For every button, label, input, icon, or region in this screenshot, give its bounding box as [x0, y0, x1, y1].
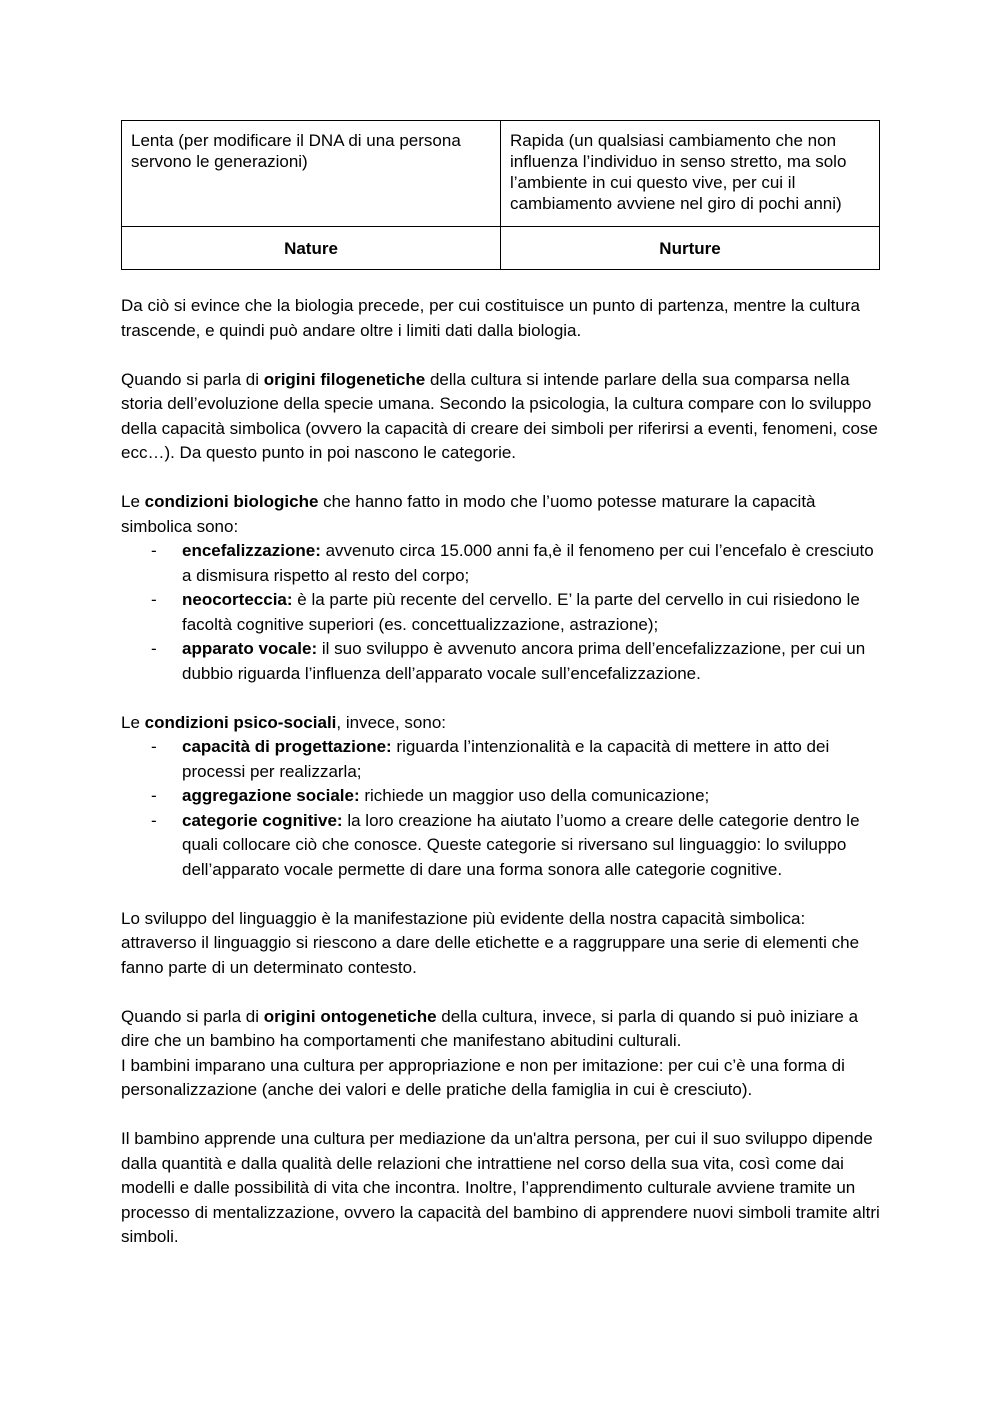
bold-term: origini ontogenetiche	[263, 1006, 437, 1026]
list-item	[121, 735, 880, 784]
bold-term: capacità di progettazione:	[182, 737, 392, 756]
dash-bullet: -	[151, 590, 157, 609]
text-run: , invece, sono:	[336, 712, 447, 732]
bold-term: aggregazione sociale:	[182, 786, 360, 805]
text-run: della cultura, invece, si parla di quando si può iniziare a dire che un bambino ha comportamenti che manifestano abitudini culturali.	[121, 1006, 859, 1050]
list-item	[121, 637, 880, 686]
table-cell-nature-speed: Lenta (per modificare il DNA di una persona servono le generazioni)	[122, 121, 501, 227]
biological-conditions-list	[121, 539, 880, 686]
dash-bullet: -	[151, 786, 157, 805]
text-run: della cultura si intende parlare della sua comparsa nella storia dell’evoluzione della specie umana. Secondo la psicologia, la cultura compare con lo sviluppo della capacità simbolica (ovvero la capacità di creare dei simboli per riferirsi a eventi, fenomeni, cose ecc…). Da questo punto in poi nascono le categorie.	[121, 369, 878, 462]
paragraph-language-development: Lo sviluppo del linguaggio è la manifestazione più evidente della nostra capacità simbolica: attraverso il linguaggio si riescono a dare delle etichette e a raggruppare una serie di elementi che fanno parte di un determinato contesto.	[121, 908, 860, 977]
bold-term: condizioni biologiche	[144, 492, 319, 511]
text-run: Quando si parla di	[121, 369, 264, 389]
text-run: Le	[121, 492, 145, 511]
dash-bullet: -	[151, 737, 157, 756]
paragraph-biological-conditions	[121, 490, 880, 539]
text-run: il suo sviluppo è avvenuto ancora prima dell’encefalizzazione, per cui un dubbio riguarda l’influenza dell’apparato vocale sull’encefalizzazione.	[182, 639, 866, 683]
paragraph-mediation: Il bambino apprende una cultura per mediazione da un'altra persona, per cui il suo sviluppo dipende dalla quantità e dalla qualità delle relazioni che intrattiene nel corso della sua vita, così come dai modelli e dalle possibilità di vita che incontra. Inoltre, l’apprendimento culturale avviene tramite un processo di mentalizzazione, ovvero la capacità del bambino di apprendere nuovi simboli tramite altri simboli.	[121, 1129, 880, 1246]
table-row	[122, 121, 880, 227]
list-item	[121, 539, 880, 588]
text-run: la loro creazione ha aiutato l’uomo a creare delle categorie dentro le quali collocare ciò che conosce. Queste categorie si riversano sul linguaggio: lo sviluppo dell’apparato vocale permette di dare una forma sonora alle categorie cognitive.	[182, 810, 860, 879]
text-run: riguarda l’intenzionalità e la capacità di mettere in atto dei processi per realizzarla;	[182, 737, 830, 781]
table-header-row	[122, 227, 880, 270]
list-item	[121, 784, 880, 809]
list-item	[121, 809, 880, 883]
bold-term: origini filogenetiche	[263, 369, 426, 389]
document-page	[121, 120, 880, 1250]
table-cell-nature-heading: Nature	[122, 227, 501, 270]
bold-term: condizioni psico-sociali	[144, 712, 337, 732]
paragraph-ontogenetic-origins	[121, 1005, 880, 1054]
bold-term: neocorteccia:	[182, 590, 293, 609]
paragraph-appropriation: I bambini imparano una cultura per appropriazione e non per imitazione: per cui c’è una forma di personalizzazione (anche dei valori e delle pratiche della famiglia in cui è cresciuto).	[121, 1055, 845, 1099]
bold-term: apparato vocale:	[182, 639, 318, 658]
psychosocial-conditions-list	[121, 735, 880, 882]
table-cell-nurture-speed: Rapida (un qualsiasi cambiamento che non influenza l’individuo in senso stretto, ma solo l’ambiente in cui questo vive, per cui il cambiamento avviene nel giro di pochi anni)	[501, 121, 880, 227]
dash-bullet: -	[151, 541, 157, 560]
text-run: Quando si parla di	[121, 1006, 264, 1026]
bold-term: categorie cognitive:	[182, 810, 343, 830]
text-run: che hanno fatto in modo che l’uomo potesse maturare la capacità simbolica sono:	[121, 492, 816, 536]
paragraph-biology-culture: Da ciò si evince che la biologia precede, per cui costituisce un punto di partenza, mentre la cultura trascende, e quindi può andare oltre i limiti dati dalla biologia.	[121, 296, 860, 340]
text-run: richiede un maggior uso della comunicazione;	[359, 786, 710, 805]
nature-nurture-table	[121, 120, 880, 270]
text-run: avvenuto circa 15.000 anni fa,è il fenomeno per cui l’encefalo è cresciuto a dismisura rispetto al resto del corpo;	[182, 541, 874, 585]
list-item	[121, 588, 880, 637]
paragraph-phylogenetic-origins	[121, 368, 880, 466]
dash-bullet: -	[151, 810, 157, 830]
dash-bullet: -	[151, 639, 157, 658]
text-run: è la parte più recente del cervello. E’ la parte del cervello in cui risiedono le facoltà cognitive superiori (es. concettualizzazione, astrazione);	[182, 590, 860, 634]
paragraph-psychosocial-conditions	[121, 711, 880, 736]
bold-term: encefalizzazione:	[182, 541, 321, 560]
text-run: Le	[121, 712, 145, 732]
table-cell-nurture-heading: Nurture	[501, 227, 880, 270]
